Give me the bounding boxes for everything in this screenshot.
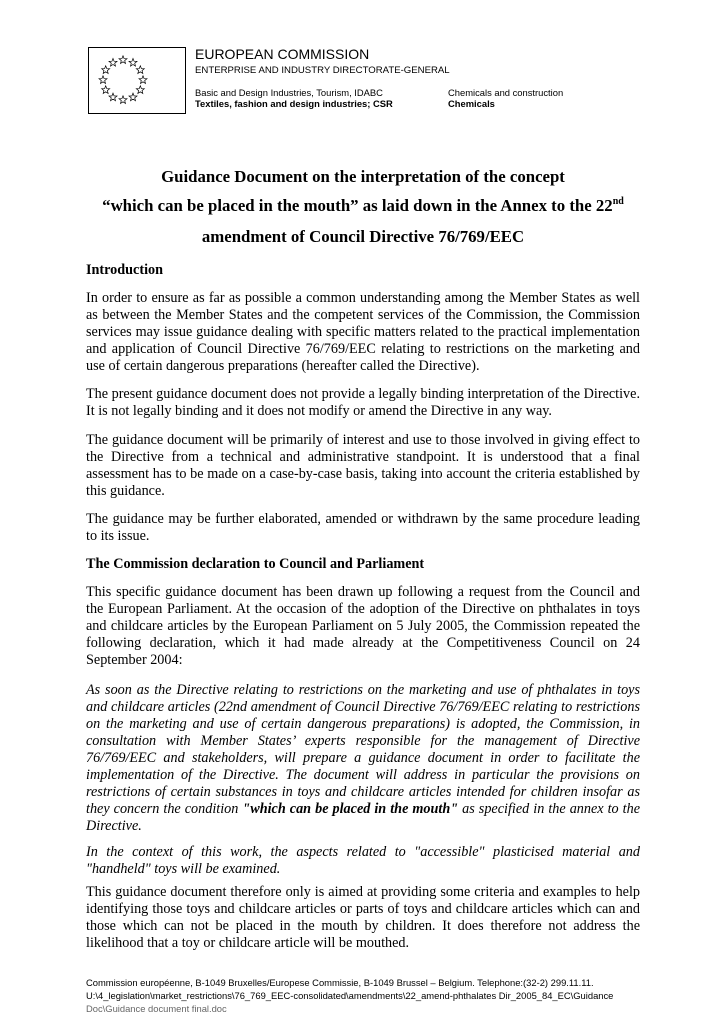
star-icon — [109, 58, 117, 66]
introduction-paragraph-2: The present guidance document does not provide a legally binding interpretation of the Directive. It is not legally binding and it does not modify or amend the Directive in any way. — [86, 386, 640, 419]
unit-line2-left: Textiles, fashion and design industries; CSR — [195, 98, 393, 109]
star-icon — [136, 66, 144, 74]
document-title-line3: amendment of Council Directive 76/769/EEC — [201, 227, 525, 246]
declaration-quote-2: In the context of this work, the aspects related to "accessible" plasticised material and "handheld" toys will be examined. — [86, 844, 640, 877]
quote-end-text: as specified in the annex to the Directive. — [86, 801, 641, 834]
star-icon — [119, 56, 127, 64]
unit-line1-left: Basic and Design Industries, Tourism, IDABC — [195, 87, 383, 98]
eu-stars-emblem-icon — [89, 48, 185, 113]
unit-line2-right: Chemicals — [448, 98, 495, 109]
star-icon — [136, 86, 144, 94]
introduction-heading: Introduction — [86, 262, 163, 278]
introduction-paragraph-1: In order to ensure as far as possible a common understanding among the Member States as well as between the Member States and the competent services of the Commission, the Commission services may issue guidance dealing with specific matters related to the practical implementation and application of Council Directive 76/769/EEC relating to restrictions on the marketing and use of certain dangerous preparations (hereafter called the Directive). — [86, 290, 640, 374]
introduction-paragraph-3: The guidance document will be primarily of interest and use to those involved in giving effect to the Directive from a technical and administrative standpoint. It is understood that a final assessment has to be made on a case-by-case basis, taking into account the criteria established by this guidance. — [86, 432, 640, 499]
eu-logo — [88, 47, 186, 114]
star-icon — [139, 76, 147, 84]
star-icon — [129, 58, 137, 66]
star-icon — [99, 76, 107, 84]
footer-address: Commission européenne, B-1049 Bruxelles/Europese Commissie, B-1049 Brussel – Belgium. Telephone:(32-2) 299.11.11. — [86, 977, 594, 988]
unit-line1-right: Chemicals and construction — [448, 87, 564, 98]
document-title-line2 — [86, 196, 640, 216]
document-title-line1: Guidance Document on the interpretation of the concept — [161, 167, 565, 186]
star-icon — [102, 86, 110, 94]
declaration-heading: The Commission declaration to Council and Parliament — [86, 556, 425, 572]
quote-main-text: As soon as the Directive relating to restrictions on the marketing and use of phthalates in toys and childcare articles (22nd amendment of Council Directive 76/769/EEC relating to restrictions on the marketing and use of certain dangerous preparations) is adopted, the Commission, in consultation with Member States’ experts responsible for the management of Directive 76/769/EEC and stakeholders, will prepare a guidance document in order to facilitate the implementation of the Directive. The document will address in particular the provisions on restrictions of certain substances in toys and childcare articles intended for children insofar as they concern the condition — [86, 682, 640, 817]
declaration-paragraph-1: This specific guidance document has been drawn up following a request from the Council and the European Parliament. At the occasion of the adoption of the Directive on phthalates in toys and childcare articles by the European Parliament on 5 July 2005, the Commission repeated the following declaration, which it had made already at the Competitiveness Council on 24 September 2004: — [86, 584, 640, 668]
organisation-name: EUROPEAN COMMISSION — [195, 46, 370, 62]
document-title-line2-text: “which can be placed in the mouth” as laid down in the Annex to the 22 — [102, 196, 613, 215]
footer-file-path-continued: Doc\Guidance document final.doc — [86, 1003, 227, 1014]
declaration-quote — [86, 682, 640, 835]
star-icon — [109, 93, 117, 101]
declaration-paragraph-2: This guidance document therefore only is aimed at providing some criteria and examples to help identifying those toys and childcare articles or parts of toys and childcare articles which can and those which can not be placed in the mouth by children. It does therefore not address the likelihood that a toy or childcare article will be mouthed. — [86, 884, 640, 951]
star-icon — [119, 96, 127, 104]
introduction-paragraph-4: The guidance may be further elaborated, amended or withdrawn by the same procedure leading to its issue. — [86, 511, 640, 544]
star-icon — [102, 66, 110, 74]
footer-file-path: U:\4_legislation\market_restrictions\76_769_EEC-consolidated\amendments\22_amend-phthalates Dir_2005_84_EC\Guidance — [86, 990, 614, 1001]
star-icon — [129, 93, 137, 101]
ordinal-suffix: nd — [612, 196, 624, 207]
directorate-name: ENTERPRISE AND INDUSTRY DIRECTORATE-GENERAL — [195, 65, 450, 76]
quote-emphasis: "which can be placed in the mouth" — [242, 801, 459, 817]
